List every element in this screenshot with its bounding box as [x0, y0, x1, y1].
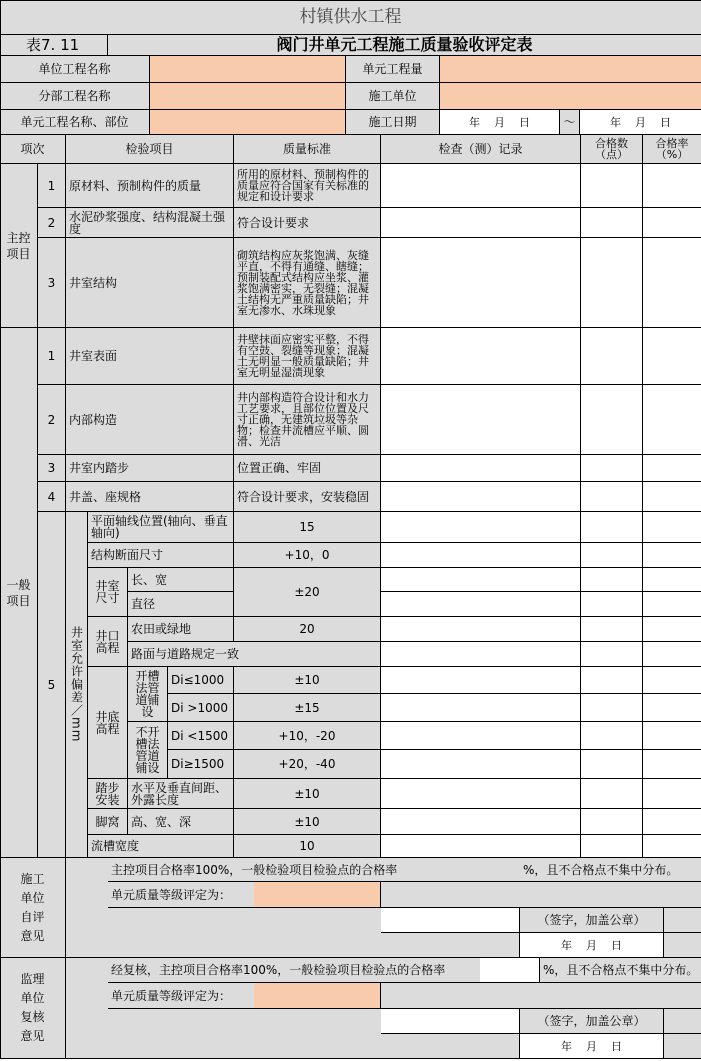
main-item-rate[interactable] [643, 164, 701, 208]
unit-quantity-field[interactable] [440, 56, 701, 83]
general-item-standard: 井壁抹面应密实平整，不得有空鼓、裂缝等现象；混凝土无明显一般质量缺陷；井室无明显湿渍现象 [234, 328, 381, 385]
general-item-count[interactable] [581, 482, 643, 512]
deviation-count[interactable] [581, 779, 643, 809]
general-item-record[interactable] [381, 455, 581, 482]
main-item-standard: 符合设计要求 [234, 208, 381, 238]
element-name-field[interactable] [150, 110, 346, 135]
deviation-count[interactable] [581, 543, 643, 568]
general-item-no: 3 [38, 455, 66, 482]
deviation-record[interactable] [381, 642, 581, 667]
nest-label: 脚窝 [88, 809, 128, 835]
supervision-blank [108, 1009, 381, 1059]
general-label: 一般项目 [0, 328, 38, 858]
element-name-label: 单元工程名称、部位 [0, 110, 150, 135]
deviation-rate[interactable] [643, 809, 701, 835]
main-item-record[interactable] [381, 164, 581, 208]
supervision-statement-tail: %，且不合格点不集中分布。 [540, 958, 701, 983]
col-record: 检查（测）记录 [381, 135, 581, 164]
main-item-record[interactable] [381, 238, 581, 328]
main-item-record[interactable] [381, 208, 581, 238]
deviation-item: 水平及垂直间距、外露长度 [128, 779, 234, 809]
unit-project-label: 单位工程名称 [0, 56, 150, 83]
deviation-count[interactable] [581, 642, 643, 667]
deviation-count[interactable] [581, 809, 643, 835]
col-qualified-rate: 合格率（%） [643, 135, 701, 164]
main-item-count[interactable] [581, 164, 643, 208]
date-start-field[interactable]: 年 月 日 [440, 110, 560, 135]
general-item-record[interactable] [381, 482, 581, 512]
general-item-name: 内部构造 [66, 385, 234, 455]
general-item-rate[interactable] [643, 385, 701, 455]
supervision-rate-field[interactable] [480, 958, 540, 983]
deviation-record[interactable] [381, 779, 581, 809]
deviation-rate[interactable] [643, 617, 701, 642]
deviation-item: Di≤1000 [168, 667, 234, 694]
main-item-rate[interactable] [643, 208, 701, 238]
date-end-field[interactable]: 年 月 日 [580, 110, 701, 135]
col-category: 项次 [0, 135, 66, 164]
col-qualified-count: 合格数（点） [581, 135, 643, 164]
deviation-record[interactable] [381, 809, 581, 835]
deviation-record[interactable] [381, 835, 581, 858]
col-item: 检验项目 [66, 135, 234, 164]
supervision-blank [664, 1009, 701, 1034]
no-trench-label: 不开槽法管道铺设 [128, 722, 168, 779]
deviation-count[interactable] [581, 592, 643, 617]
supervision-grade-field[interactable] [254, 983, 381, 1009]
deviation-rate[interactable] [643, 512, 701, 543]
general-item-name: 井室内踏步 [66, 455, 234, 482]
deviation-record[interactable] [381, 722, 581, 750]
self-eval-signature-field[interactable] [381, 908, 520, 933]
general-item-name: 井室表面 [66, 328, 234, 385]
main-item-count[interactable] [581, 238, 643, 328]
self-eval-blank [664, 908, 701, 933]
self-eval-blank [108, 908, 381, 958]
general-item-no: 2 [38, 385, 66, 455]
self-eval-grade-label: 单元质量等级评定为： [108, 882, 254, 908]
supervision-spacer [66, 958, 108, 1059]
deviation-count[interactable] [581, 512, 643, 543]
deviation-item: 结构断面尺寸 [88, 543, 234, 568]
deviation-value: ±10 [234, 779, 381, 809]
deviation-rate[interactable] [643, 722, 701, 750]
col-standard: 质量标准 [234, 135, 381, 164]
deviation-value: ±15 [234, 694, 381, 722]
self-eval-sign-label: （签字，加盖公章） [520, 908, 664, 933]
page-title: 阀门井单元工程施工质量验收评定表 [108, 35, 701, 56]
self-eval-date-field[interactable]: 年 月 日 [520, 933, 664, 958]
deviation-rate[interactable] [643, 750, 701, 779]
general-item-count[interactable] [581, 328, 643, 385]
deviation-value: 20 [234, 617, 381, 642]
supervision-blank [381, 1034, 520, 1059]
general-item-record[interactable] [381, 385, 581, 455]
self-eval-label: 施工单位自评意见 [0, 858, 66, 958]
deviation-count[interactable] [581, 568, 643, 592]
deviation-rate[interactable] [643, 835, 701, 858]
deviation-item: 直径 [128, 592, 234, 617]
deviation-item: 路面与道路规定一致 [128, 642, 381, 667]
deviation-value: ±10 [234, 809, 381, 835]
main-item-no: 1 [38, 164, 66, 208]
deviation-count[interactable] [581, 722, 643, 750]
construction-unit-label: 施工单位 [346, 83, 440, 110]
deviation-rate[interactable] [643, 568, 701, 592]
self-eval-statement: 主控项目合格率100%，一般检验项目检验点的合格率 [108, 858, 520, 882]
deviation-item: 高、宽、深 [128, 809, 234, 835]
supervision-label: 监理单位复核意见 [0, 958, 66, 1059]
deviation-label: 井室允许偏差／mm [66, 512, 88, 858]
deviation-record[interactable] [381, 667, 581, 694]
deviation-item: 农田或绿地 [128, 617, 234, 642]
supervision-sign-label: （签字，加盖公章） [520, 1009, 664, 1034]
general-item-no: 1 [38, 328, 66, 385]
mouth-elevation-label: 井口高程 [88, 617, 128, 667]
deviation-value: +20，-40 [234, 750, 381, 779]
deviation-value: ±10 [234, 667, 381, 694]
general-item-count[interactable] [581, 385, 643, 455]
sub-project-field[interactable] [150, 83, 346, 110]
deviation-count[interactable] [581, 667, 643, 694]
construction-date-label: 施工日期 [346, 110, 440, 135]
main-item-name: 井室结构 [66, 238, 234, 328]
deviation-value: +10，-20 [234, 722, 381, 750]
supervision-grade-label: 单元质量等级评定为： [108, 983, 254, 1009]
general-item-rate[interactable] [643, 455, 701, 482]
deviation-value: 15 [234, 512, 381, 543]
main-item-no: 2 [38, 208, 66, 238]
general-item-rate[interactable] [643, 328, 701, 385]
self-eval-statement-tail: %，且不合格点不集中分布。 [520, 858, 701, 882]
deviation-rate[interactable] [643, 543, 701, 568]
deviation-rate[interactable] [643, 779, 701, 809]
deviation-record[interactable] [381, 568, 581, 592]
self-eval-blank [381, 882, 701, 908]
self-eval-spacer [66, 858, 108, 958]
deviation-record[interactable] [381, 617, 581, 642]
deviation-value: +10，0 [234, 543, 381, 568]
deviation-item: Di≥1500 [168, 750, 234, 779]
deviation-item: Di <1500 [168, 722, 234, 750]
sub-project-label: 分部工程名称 [0, 83, 150, 110]
deviation-count[interactable] [581, 750, 643, 779]
deviation-record[interactable] [381, 694, 581, 722]
trench-label: 开槽法管道铺设 [128, 667, 168, 722]
self-eval-blank [664, 933, 701, 958]
deviation-count[interactable] [581, 617, 643, 642]
deviation-item: Di >1000 [168, 694, 234, 722]
general-item-standard: 位置正确、牢固 [234, 455, 381, 482]
supervision-signature-field[interactable] [381, 1009, 520, 1034]
deviation-rate[interactable] [643, 592, 701, 617]
deviation-count[interactable] [581, 694, 643, 722]
main-item-standard: 砌筑结构应灰浆饱满、灰缝平直，不得有通缝、瞎缝；预制装配式结构应坐浆、灌浆饱满密实，无裂缝；混凝土结构无严重质量缺陷；井室无渗水、水珠现象 [234, 238, 381, 328]
main-item-no: 3 [38, 238, 66, 328]
deviation-item: 平面轴线位置(轴向、垂直轴向) [88, 512, 234, 543]
deviation-count[interactable] [581, 835, 643, 858]
main-control-label: 主控项目 [0, 164, 38, 328]
unit-project-field[interactable] [150, 56, 346, 83]
main-item-rate[interactable] [643, 238, 701, 328]
self-eval-blank [381, 933, 520, 958]
general-item-record[interactable] [381, 328, 581, 385]
supervision-statement: 经复核，主控项目合格率100%，一般检验项目检验点的合格率 [108, 958, 480, 983]
main-item-name: 原材料、预制构件的质量 [66, 164, 234, 208]
supervision-blank [664, 1034, 701, 1059]
deviation-value: ±20 [234, 568, 381, 617]
general-item-count[interactable] [581, 455, 643, 482]
project-name: 村镇供水工程 [0, 0, 701, 35]
deviation-value: 10 [234, 835, 381, 858]
general-item-standard: 井内部构造符合设计和水力工艺要求，且部位位置及尺寸正确，无建筑垃圾等杂物；检查井流槽应平顺、圆滑、光洁 [234, 385, 381, 455]
general-item-rate[interactable] [643, 482, 701, 512]
deviation-item: 长、宽 [128, 568, 234, 592]
deviation-rate[interactable] [643, 642, 701, 667]
room-size-label: 井室尺寸 [88, 568, 128, 617]
supervision-blank [381, 983, 701, 1009]
step-label: 踏步安装 [88, 779, 128, 809]
self-eval-grade-field[interactable] [254, 882, 381, 908]
main-item-count[interactable] [581, 208, 643, 238]
deviation-record[interactable] [381, 512, 581, 543]
construction-unit-field[interactable] [440, 83, 701, 110]
general-item-no: 4 [38, 482, 66, 512]
deviation-record[interactable] [381, 592, 581, 617]
deviation-rate[interactable] [643, 694, 701, 722]
deviation-item: 流槽宽度 [88, 835, 234, 858]
main-item-standard: 所用的原材料、预制构件的质量应符合国家有关标准的规定和设计要求 [234, 164, 381, 208]
supervision-date-field[interactable]: 年 月 日 [520, 1034, 664, 1059]
general-item-no: 5 [38, 512, 66, 858]
general-item-standard: 符合设计要求，安装稳固 [234, 482, 381, 512]
deviation-record[interactable] [381, 750, 581, 779]
bottom-elevation-label: 井底高程 [88, 667, 128, 779]
deviation-rate[interactable] [643, 667, 701, 694]
main-item-name: 水泥砂浆强度、结构混凝土强度 [66, 208, 234, 238]
unit-quantity-label: 单元工程量 [346, 56, 440, 83]
date-separator: ～ [560, 110, 580, 135]
table-number: 表7. 11 [0, 35, 108, 56]
general-item-name: 井盖、座规格 [66, 482, 234, 512]
deviation-record[interactable] [381, 543, 581, 568]
